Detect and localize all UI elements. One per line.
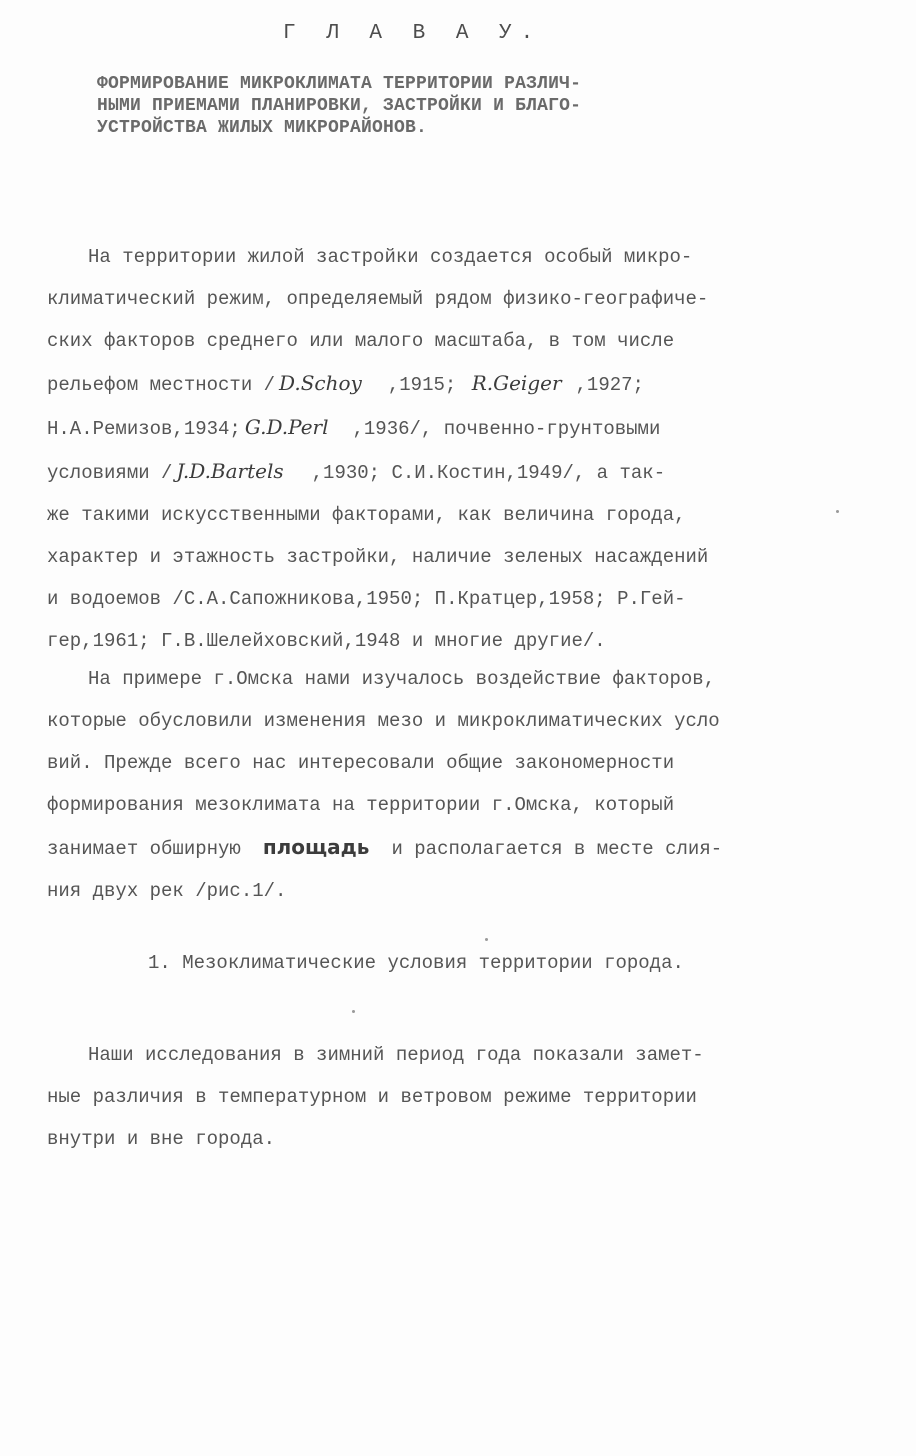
- text-line: и водоемов /С.А.Сапожникова,1950; П.Кратцер,1958; Р.Гей-: [47, 588, 686, 610]
- text-line: На территории жилой застройки создается особый микро-: [88, 246, 693, 268]
- text-line-with-handwriting: [47, 826, 907, 870]
- text-fragment: и располагается в месте слия-: [391, 838, 723, 860]
- text-line: ные различия в температурном и ветровом режиме территории: [47, 1086, 697, 1108]
- section-title: 1. Мезоклиматические условия территории города.: [148, 952, 684, 974]
- heading-line: УСТРОЙСТВА ЖИЛЫХ МИКРОРАЙОНОВ.: [97, 118, 428, 138]
- handwritten-citation: D.Schoy: [279, 371, 362, 395]
- heading-line: НЫМИ ПРИЕМАМИ ПЛАНИРОВКИ, ЗАСТРОЙКИ И БЛАГО-: [97, 96, 582, 116]
- heading-line: ФОРМИРОВАНИЕ МИКРОКЛИМАТА ТЕРРИТОРИИ РАЗЛИЧ-: [97, 74, 582, 94]
- text-fragment: ,1915;: [387, 374, 457, 396]
- text-line: формирования мезоклимата на территории г.Омска, который: [47, 794, 675, 816]
- text-fragment: ,1936/, почвенно-грунтовыми: [352, 418, 661, 440]
- text-line: ния двух рек /рис.1/.: [47, 880, 287, 902]
- text-line-with-citations: [47, 362, 907, 406]
- handwritten-word: площадь: [262, 835, 370, 859]
- text-line: гер,1961; Г.В.Шелейховский,1948 и многие другие/.: [47, 630, 606, 652]
- text-line-with-citations: [47, 450, 907, 494]
- paragraph-3: [47, 1034, 907, 1160]
- paper-speck: [836, 510, 839, 513]
- text-line: которые обусловили изменения мезо и микроклиматических усло: [47, 710, 720, 732]
- text-line: внутри и вне города.: [47, 1128, 276, 1150]
- text-line: же такими искусственными факторами, как величина города,: [47, 504, 686, 526]
- text-line: ских факторов среднего или малого масштаба, в том числе: [47, 330, 675, 352]
- text-fragment: ,1930; С.И.Костин,1949/, а так-: [311, 462, 666, 484]
- text-line-with-citations: [47, 406, 907, 450]
- text-line: вий. Прежде всего нас интересовали общие закономерности: [47, 752, 675, 774]
- text-fragment: занимает обширную: [47, 838, 241, 860]
- text-line: климатический режим, определяемый рядом физико-географиче-: [47, 288, 709, 310]
- text-fragment: ,1927;: [575, 374, 644, 396]
- text-line: На примере г.Омска нами изучалось воздействие факторов,: [88, 668, 716, 690]
- handwritten-citation: G.D.Perl: [244, 415, 329, 439]
- handwritten-citation: J.D.Bartels: [176, 459, 284, 483]
- paragraph-1: [47, 236, 907, 662]
- paragraph-2: [47, 658, 907, 912]
- paper-speck: [352, 1010, 355, 1013]
- text-line: Наши исследования в зимний период года показали замет-: [88, 1044, 704, 1066]
- chapter-heading: [97, 73, 797, 139]
- paper-speck: [485, 938, 488, 941]
- text-fragment: Н.А.Ремизов,1934;: [47, 418, 241, 440]
- text-line: характер и этажность застройки, наличие зеленых насаждений: [47, 546, 709, 568]
- text-fragment: рельефом местности /: [47, 374, 276, 396]
- handwritten-citation: R.Geiger: [471, 371, 562, 395]
- text-fragment: условиями /: [47, 462, 173, 484]
- chapter-title: Г Л А В А У.: [283, 22, 543, 45]
